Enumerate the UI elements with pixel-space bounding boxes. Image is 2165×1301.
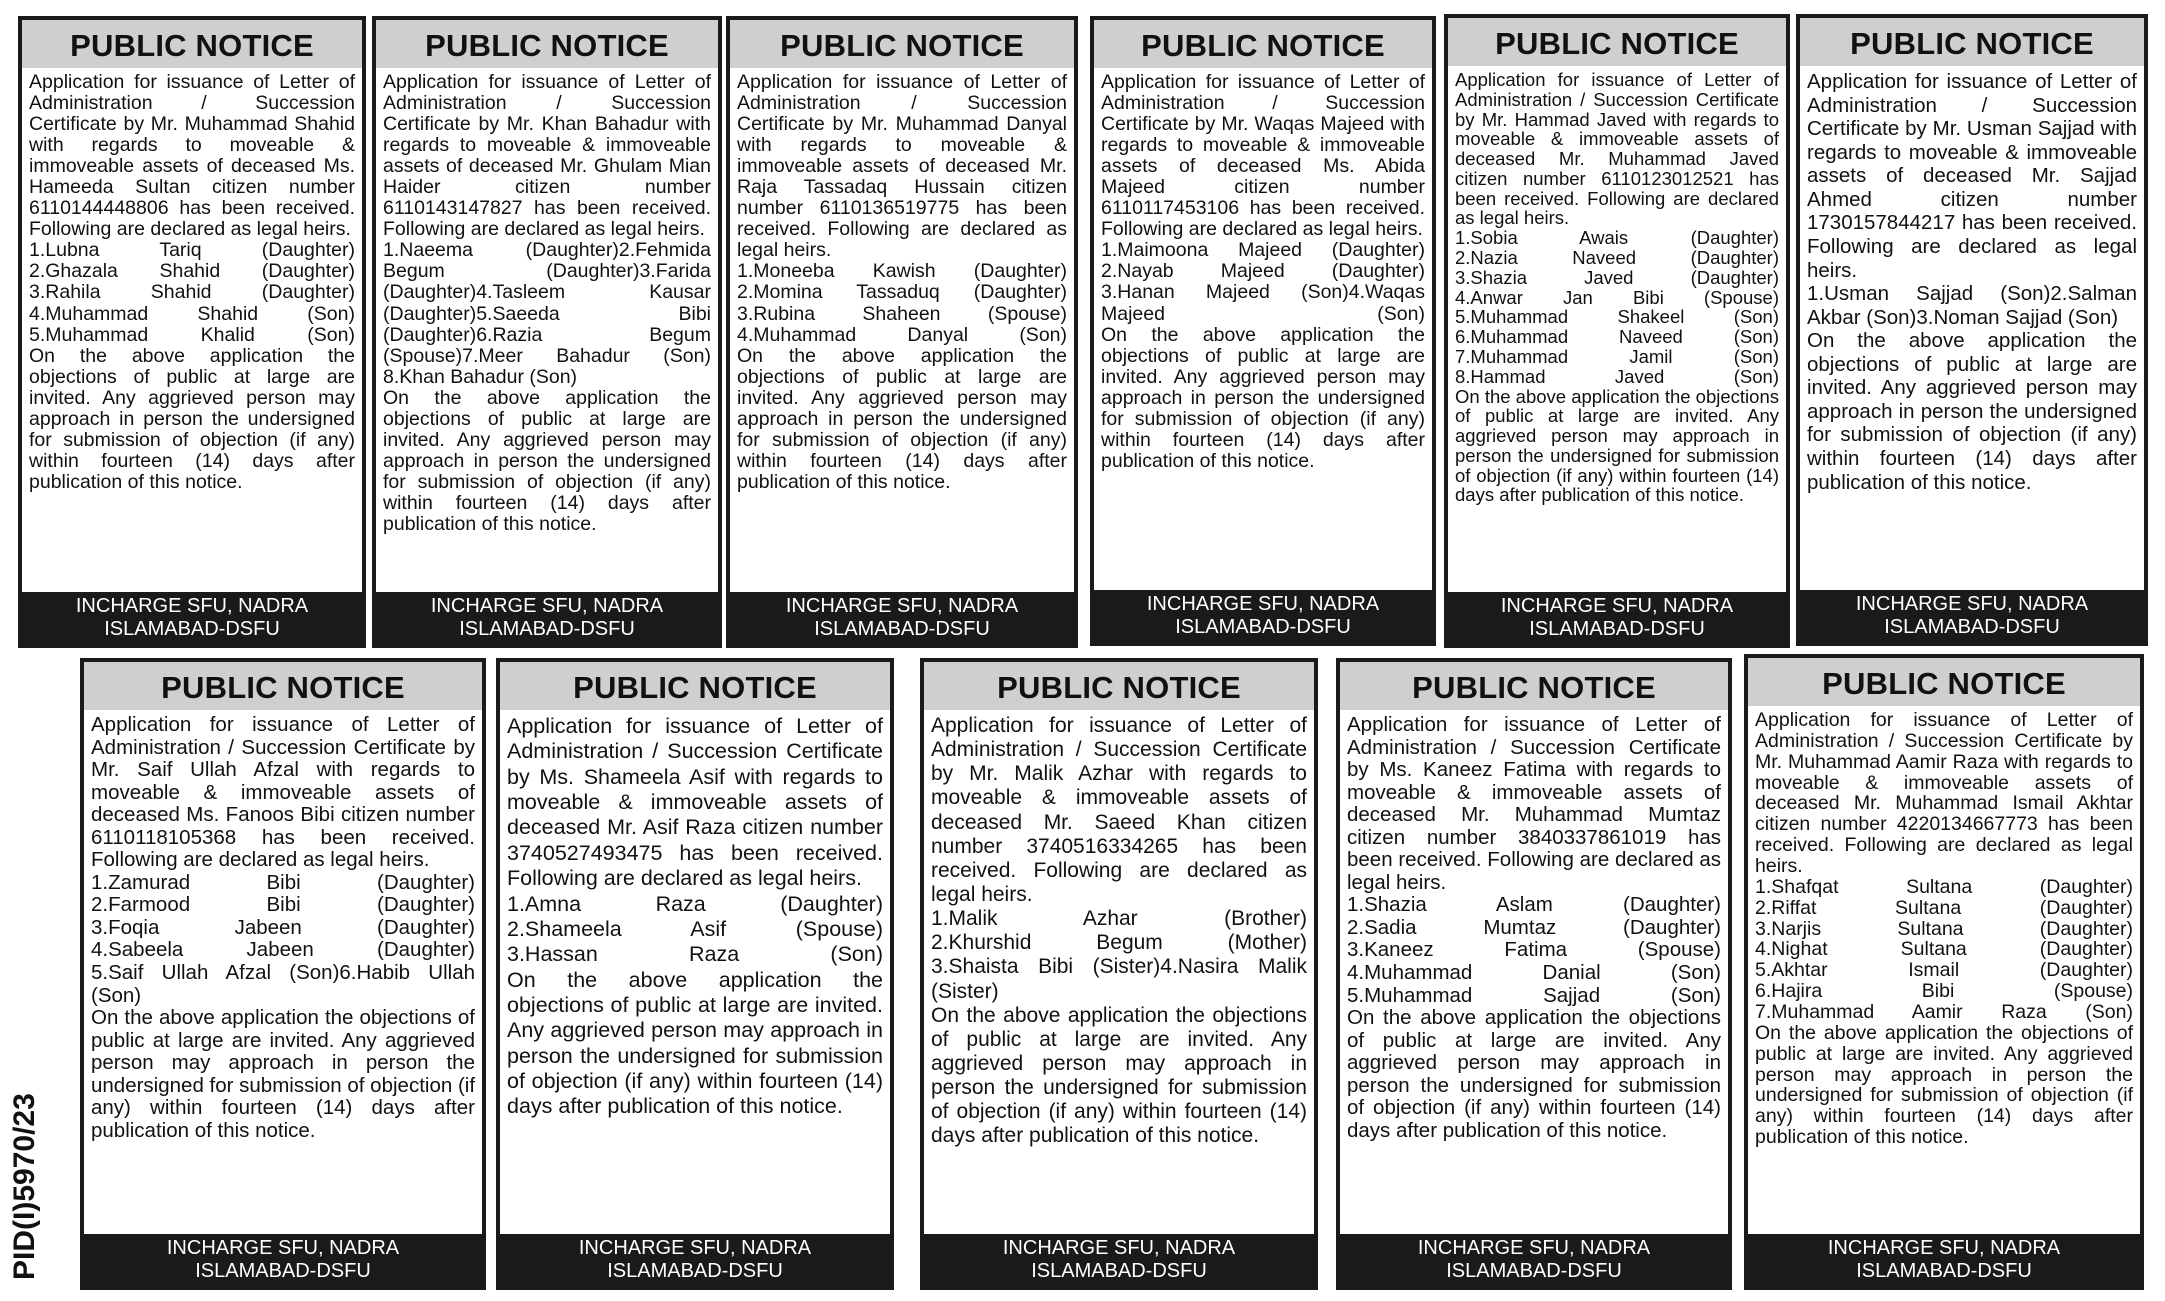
notice-body	[730, 68, 1074, 592]
heirs-paragraph: 1.Naeema (Daughter)2.Fehmida Begum (Daughter)3.Farida (Daughter)4.Tasleem Kausar (Daughter)5.Saeeda Bibi (Daughter)6.Razia Begum (Spouse)7.Meer Bahadur (Son) 8.Khan Bahadur (Son)	[383, 239, 711, 388]
footer-line-1: INCHARGE SFU, NADRA	[1500, 595, 1734, 618]
footer-line-2: ISLAMABAD-DSFU	[195, 1259, 371, 1282]
notice-intro: Application for issuance of Letter of Administration / Succession Certificate by Mr. Usman Sajjad with regards to moveable & immoveable assets of deceased Mr. Sajjad Ahmed citizen number 1730157844217 has been received. Following are declared as legal heirs.	[1807, 70, 2137, 282]
notice-title: PUBLIC NOTICE	[1748, 658, 2140, 706]
heir-item: 3.Rahila Shahid (Daughter)	[29, 281, 355, 304]
footer-line-1: INCHARGE SFU, NADRA	[430, 595, 664, 618]
footer-line-2: ISLAMABAD-DSFU	[607, 1259, 783, 1282]
pid-reference: PID(I)5970/23	[8, 1093, 41, 1280]
public-notice-3	[726, 16, 1078, 648]
notice-intro: Application for issuance of Letter of Administration / Succession Certificate by Mr. Saif Ullah Afzal with regards to moveable & immoveable assets of deceased Ms. Fanoos Bibi citizen number 6110118105368 has been received. Following are declared as legal heirs.	[91, 713, 475, 872]
heir-item: 2.Nayab Majeed (Daughter)	[1101, 260, 1425, 283]
notice-intro: Application for issuance of Letter of Administration / Succession Certificate by Mr. Muhammad Danyal with regards to moveable & immoveable assets of deceased Mr. Raja Tassadaq Hussain citizen number 6110136519775 has been received. Following are declared as legal heirs.	[737, 71, 1067, 262]
notice-footer	[1748, 1234, 2140, 1286]
public-notice-6	[1796, 14, 2148, 646]
notice-intro: Application for issuance of Letter of Administration / Succession Certificate by Mr. Muhammad Aamir Raza with regards to moveable & immoveable assets of deceased Mr. Muhammad Ismail Akhtar citizen number 4220134667773 has been received. Following are declared as legal heirs.	[1755, 709, 2133, 878]
public-notice-5	[1444, 14, 1790, 648]
notice-title: PUBLIC NOTICE	[376, 20, 718, 68]
heir-item: 1.Lubna Tariq (Daughter)	[29, 239, 355, 262]
notice-intro: Application for issuance of Letter of Administration / Succession Certificate by Mr. Hammad Javed with regards to moveable & immoveable assets of deceased Mr. Muhammad Javed citizen number 6110123012521 has been received. Following are declared as legal heirs.	[1455, 69, 1779, 229]
footer-line-2: ISLAMABAD-DSFU	[1884, 615, 2060, 638]
notice-title: PUBLIC NOTICE	[1448, 18, 1786, 66]
heir-item: 2.Nazia Naveed (Daughter)	[1455, 247, 1779, 269]
heir-item: 1.Sobia Awais (Daughter)	[1455, 227, 1779, 249]
notice-footer	[500, 1234, 890, 1286]
notice-closing: On the above application the objections of public at large are invited. Any aggrieved person may approach in person the undersigned for submission of objection (if any) within fourteen (14) days after publication of this notice.	[1347, 1006, 1721, 1142]
heir-item: 1.Shazia Aslam (Daughter)	[1347, 893, 1721, 917]
notice-title: PUBLIC NOTICE	[84, 662, 482, 710]
heir-item: 4.Muhammad Danyal (Son)	[737, 323, 1067, 346]
heir-item: 3.Shaista Bibi (Sister)4.Nasira Malik (Sister)	[931, 955, 1307, 1003]
notice-title: PUBLIC NOTICE	[500, 662, 890, 710]
footer-line-1: INCHARGE SFU, NADRA	[1146, 593, 1380, 616]
notice-body	[500, 710, 890, 1234]
notice-title: PUBLIC NOTICE	[1340, 662, 1728, 710]
heir-item: 1.Moneeba Kawish (Daughter)	[737, 260, 1067, 283]
heir-item: 3.Rubina Shaheen (Spouse)	[737, 302, 1067, 325]
heir-item: 1.Amna Raza (Daughter)	[507, 891, 883, 916]
heir-item: 3.Kaneez Fatima (Spouse)	[1347, 938, 1721, 962]
notice-closing: On the above application the objections of public at large are invited. Any aggrieved person may approach in person the undersigned for submission of objection (if any) within fourteen (14) days after publication of this notice.	[931, 1003, 1307, 1148]
notice-footer	[376, 592, 718, 644]
footer-line-1: INCHARGE SFU, NADRA	[1002, 1237, 1236, 1260]
heir-item: 3.Shazia Javed (Daughter)	[1455, 266, 1779, 288]
public-notice-10	[1336, 658, 1732, 1290]
heir-item: 2.Shameela Asif (Spouse)	[507, 916, 883, 941]
public-notice-4	[1090, 16, 1436, 646]
heir-item: 2.Momina Tassaduq (Daughter)	[737, 281, 1067, 304]
notice-body	[1340, 710, 1728, 1234]
footer-line-2: ISLAMABAD-DSFU	[1175, 615, 1351, 638]
notice-closing: On the above application the objections of public at large are invited. Any aggrieved person may approach in person the undersigned for submission of objection (if any) within fourteen (14) days after publication of this notice.	[1101, 323, 1425, 472]
public-notice-2	[372, 16, 722, 648]
footer-line-1: INCHARGE SFU, NADRA	[785, 595, 1019, 618]
notice-footer	[924, 1234, 1314, 1286]
heir-item: 5.Akhtar Ismail (Daughter)	[1755, 959, 2133, 982]
notice-intro: Application for issuance of Letter of Administration / Succession Certificate by Ms. Shameela Asif with regards to moveable & immoveable assets of deceased Mr. Asif Raza citizen number 3740527493475 has been received. Following are declared as legal heirs.	[507, 714, 883, 891]
heir-item: 5.Muhammad Sajjad (Son)	[1347, 983, 1721, 1007]
heir-item: 3.Foqia Jabeen (Daughter)	[91, 915, 475, 939]
notice-title: PUBLIC NOTICE	[924, 662, 1314, 710]
heir-item: 5.Muhammad Shakeel (Son)	[1455, 306, 1779, 328]
heirs-list	[1101, 240, 1425, 324]
heir-item: 7.Muhammad Aamir Raza (Son)	[1755, 1001, 2133, 1024]
notice-closing: On the above application the objections of public at large are invited. Any aggrieved person may approach in person the undersigned for submission of objection (if any) within fourteen (14) days after publication of this notice.	[1807, 329, 2137, 494]
notice-title: PUBLIC NOTICE	[730, 20, 1074, 68]
heir-item: 2.Riffat Sultana (Daughter)	[1755, 896, 2133, 919]
notice-intro: Application for issuance of Letter of Administration / Succession Certificate by Mr. Malik Azhar with regards to moveable & immoveable assets of deceased Mr. Saeed Khan citizen number 3740516334265 has been received. Following are declared as legal heirs.	[931, 714, 1307, 906]
footer-line-1: INCHARGE SFU, NADRA	[1855, 593, 2089, 616]
notice-footer	[1340, 1234, 1728, 1286]
heir-item: 4.Muhammad Shahid (Son)	[29, 302, 355, 325]
public-notice-1	[18, 16, 366, 648]
notice-body	[84, 710, 482, 1234]
notice-intro: Application for issuance of Letter of Administration / Succession Certificate by Mr. Muhammad Shahid with regards to moveable & immoveable assets of deceased Ms. Hameeda Sultan citizen number 6110144448806 has been received. Following are declared as legal heirs.	[29, 71, 355, 241]
notice-footer	[22, 592, 362, 644]
heir-item: 1.Shafqat Sultana (Daughter)	[1755, 875, 2133, 898]
heirs-paragraph: 1.Usman Sajjad (Son)2.Salman Akbar (Son)3.Noman Sajjad (Son)	[1807, 282, 2137, 329]
notice-body	[1800, 66, 2144, 590]
notice-closing: On the above application the objections of public at large are invited. Any aggrieved person may approach in person the undersigned for submission of objection (if any) within fourteen (14) days after publication of this notice.	[91, 1006, 476, 1142]
heir-item: 4.Sabeela Jabeen (Daughter)	[91, 938, 475, 962]
notice-title: PUBLIC NOTICE	[1094, 20, 1432, 68]
footer-line-2: ISLAMABAD-DSFU	[1446, 1259, 1622, 1282]
heirs-list	[737, 261, 1067, 345]
notice-body	[924, 710, 1314, 1234]
heir-item: 2.Sadia Mumtaz (Daughter)	[1347, 915, 1721, 939]
notice-title: PUBLIC NOTICE	[1800, 18, 2144, 66]
footer-line-1: INCHARGE SFU, NADRA	[166, 1237, 400, 1260]
notice-footer	[730, 592, 1074, 644]
notice-footer	[1094, 590, 1432, 642]
heir-item: 3.Hanan Majeed (Son)4.Waqas Majeed (Son)	[1101, 281, 1425, 325]
heir-item: 1.Malik Azhar (Brother)	[931, 907, 1307, 931]
heir-item: 5.Muhammad Khalid (Son)	[29, 323, 355, 346]
notice-closing: On the above application the objections of public at large are invited. Any aggrieved person may approach in person the undersigned for submission of objection (if any) within fourteen (14) days after publication of this notice.	[383, 386, 711, 535]
notice-closing: On the above application the objections of public at large are invited. Any aggrieved person may approach in person the undersigned for submission of objection (if any) within fourteen (14) days after publication of this notice.	[1455, 385, 1779, 506]
heirs-list	[931, 907, 1307, 1004]
heirs-list	[29, 240, 355, 345]
heir-item: 5.Saif Ullah Afzal (Son)6.Habib Ullah (Son)	[91, 961, 475, 1007]
notice-closing: On the above application the objections of public at large are invited. Any aggrieved person may approach in person the undersigned for submission of objection (if any) within fourteen (14) days after publication of this notice.	[737, 344, 1067, 493]
footer-line-1: INCHARGE SFU, NADRA	[75, 595, 309, 618]
footer-line-2: ISLAMABAD-DSFU	[814, 617, 990, 640]
heirs-list	[507, 892, 883, 968]
notice-intro: Application for issuance of Letter of Administration / Succession Certificate by Mr. Waqas Majeed with regards to moveable & immoveable assets of deceased Ms. Abida Majeed citizen number 6110117453106 has been received. Following are declared as legal heirs.	[1101, 71, 1425, 241]
notice-closing: On the above application the objections of public at large are invited. Any aggrieved person may approach in person the undersigned for submission of objection (if any) within fourteen (14) days after publication of this notice.	[29, 344, 355, 493]
footer-line-2: ISLAMABAD-DSFU	[1031, 1259, 1207, 1282]
heir-item: 1.Zamurad Bibi (Daughter)	[91, 870, 475, 894]
public-notice-8	[496, 658, 894, 1290]
heir-item: 2.Khurshid Begum (Mother)	[931, 931, 1307, 955]
heir-item: 6.Muhammad Naveed (Son)	[1455, 326, 1779, 348]
heirs-list	[1755, 877, 2133, 1023]
notice-closing: On the above application the objections of public at large are invited. Any aggrieved person may approach in person the undersigned for submission of objection (if any) within fourteen (14) days after publication of this notice.	[507, 967, 883, 1119]
footer-line-1: INCHARGE SFU, NADRA	[578, 1237, 812, 1260]
notice-body	[1748, 706, 2140, 1234]
notice-footer	[1448, 592, 1786, 644]
notice-closing: On the above application the objections of public at large are invited. Any aggrieved person may approach in person the undersigned for submission of objection (if any) within fourteen (14) days after publication of this notice.	[1755, 1021, 2133, 1149]
public-notice-11	[1744, 654, 2144, 1290]
footer-line-1: INCHARGE SFU, NADRA	[1417, 1237, 1651, 1260]
notice-title: PUBLIC NOTICE	[22, 20, 362, 68]
notice-footer	[84, 1234, 482, 1286]
public-notice-9	[920, 658, 1318, 1290]
notice-intro: Application for issuance of Letter of Administration / Succession Certificate by Mr. Khan Bahadur with regards to moveable & immoveable assets of deceased Mr. Ghulam Mian Haider citizen number 6110143147827 has been received. Following are declared as legal heirs.	[383, 71, 711, 241]
footer-line-2: ISLAMABAD-DSFU	[1529, 617, 1705, 640]
notice-body	[1094, 68, 1432, 590]
public-notice-7	[80, 658, 486, 1290]
heir-item: 2.Ghazala Shahid (Daughter)	[29, 260, 355, 283]
heir-item: 1.Maimoona Majeed (Daughter)	[1101, 239, 1425, 262]
heir-item: 4.Anwar Jan Bibi (Spouse)	[1455, 286, 1779, 308]
footer-line-2: ISLAMABAD-DSFU	[104, 617, 280, 640]
heir-item: 6.Hajira Bibi (Spouse)	[1755, 980, 2133, 1003]
footer-line-2: ISLAMABAD-DSFU	[1856, 1259, 2032, 1282]
notice-footer	[1800, 590, 2144, 642]
heirs-list	[1347, 894, 1721, 1007]
notice-body	[22, 68, 362, 592]
footer-line-2: ISLAMABAD-DSFU	[459, 617, 635, 640]
notice-intro: Application for issuance of Letter of Administration / Succession Certificate by Ms. Kaneez Fatima with regards to moveable & immoveable assets of deceased Mr. Muhammad Mumtaz citizen number 3840337861019 has been received. Following are declared as legal heirs.	[1347, 713, 1721, 894]
heirs-list	[1455, 228, 1779, 386]
heir-item: 3.Narjis Sultana (Daughter)	[1755, 917, 2133, 940]
heir-item: 8.Hammad Javed (Son)	[1455, 365, 1779, 387]
heir-item: 4.Nighat Sultana (Daughter)	[1755, 938, 2133, 961]
heir-item: 4.Muhammad Danial (Son)	[1347, 961, 1721, 985]
heir-item: 7.Muhammad Jamil (Son)	[1455, 345, 1779, 367]
footer-line-1: INCHARGE SFU, NADRA	[1827, 1237, 2061, 1260]
heirs-list	[91, 872, 475, 1007]
heir-item: 3.Hassan Raza (Son)	[507, 942, 883, 967]
notice-body	[376, 68, 718, 592]
notice-body	[1448, 66, 1786, 592]
heir-item: 2.Farmood Bibi (Daughter)	[91, 893, 475, 917]
